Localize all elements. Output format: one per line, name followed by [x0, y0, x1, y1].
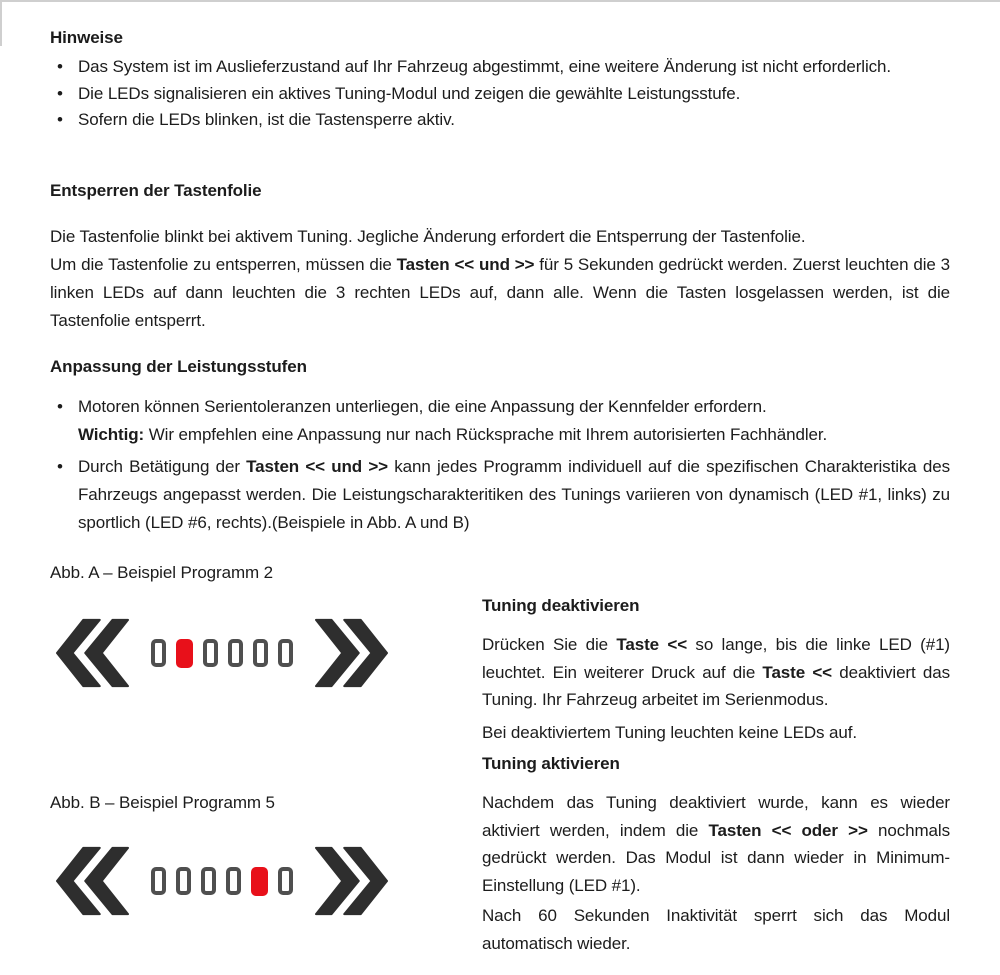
- list-item-text: [78, 393, 950, 449]
- heading-tuning-aktivieren: Tuning aktivieren: [482, 754, 620, 773]
- entsperren-paragraph: [50, 223, 950, 335]
- deactivated-note: Bei deaktiviertem Tuning leuchten keine LEDs auf.: [482, 723, 857, 742]
- heading-entsperren: Entsperren der Tastenfolie: [50, 181, 262, 200]
- text-run-bold: Tasten << oder >>: [708, 820, 868, 840]
- text-run: Durch Betätigung der: [78, 457, 247, 476]
- bullet-glyph: •: [57, 457, 63, 476]
- text-run: Die Tastenfolie blinkt bei aktivem Tuning. Jegliche Änderung erfordert die Entsperrung der Tastenfolie.: [50, 227, 806, 246]
- text-run: für 5 Sekunden gedrückt werden. Zuerst leuchten die 3 linken LEDs auf dann leuchten die 3 rechten LEDs auf, dann alle. Wenn die Tasten losgelassen werden, ist die Tastenfolie entsperrt.: [50, 255, 950, 330]
- text-run-bold: Taste <<: [762, 662, 832, 682]
- figure-b-label: Abb. B – Beispiel Programm 5: [50, 793, 275, 812]
- heading-hinweise: Hinweise: [50, 28, 123, 47]
- tuning-deaktivieren-paragraph: [482, 631, 950, 714]
- bullet-glyph: •: [57, 397, 63, 416]
- double-chevron-right-icon: [315, 618, 388, 688]
- text-run-bold: Wichtig:: [78, 425, 145, 444]
- text-run: nochmals gedrückt werden. Das Modul ist dann wieder in Minimum-Einstellung (LED #1).: [482, 820, 950, 895]
- text-run: Drücken Sie die: [482, 635, 617, 654]
- hinweise-list: [50, 54, 950, 134]
- list-item: [50, 107, 950, 134]
- led-indicator-active: [251, 867, 268, 896]
- figure-a-label: Abb. A – Beispiel Programm 2: [50, 563, 274, 582]
- list-item-text: Die LEDs signalisieren ein aktives Tuning-Modul und zeigen die gewählte Leistungsstufe.: [78, 83, 741, 103]
- list-item-text: Sofern die LEDs blinken, ist die Tastensperre aktiv.: [78, 110, 455, 129]
- tuning-aktivieren-paragraph: [482, 789, 950, 899]
- led-indicator: [228, 639, 243, 667]
- figure-a-graphic: [56, 618, 396, 688]
- text-run: Wir empfehlen eine Anpassung nur nach Rücksprache mit Ihrem autorisierten Fachhändler.: [144, 425, 828, 444]
- text-run: kann jedes Programm individuell auf die spezifischen Charakteristika des Fahrzeugs angepasst werden. Die Leistungscharakteritiken des Tunings variieren von dynamisch (LED #1, links) zu sportlich (LED #6, rechts).(Beispiele in Abb. A und B): [78, 457, 950, 532]
- list-item: [50, 81, 950, 108]
- anpassung-item-2: [50, 453, 950, 537]
- bullet-glyph: •: [57, 83, 63, 103]
- heading-tuning-deaktivieren: Tuning deaktivieren: [482, 596, 640, 615]
- list-item: [50, 54, 950, 81]
- led-indicator: [201, 867, 216, 895]
- led-indicator: [203, 639, 218, 667]
- bullet-glyph: •: [57, 57, 63, 76]
- list-item-text: [78, 453, 950, 537]
- double-chevron-right-icon: [315, 846, 388, 916]
- bullet-glyph: •: [57, 110, 63, 129]
- text-run: deaktiviert das Tuning. Ihr Fahrzeug arbeitet im Serienmodus.: [482, 662, 950, 709]
- text-run: so lange, bis die linke LED (#1) leuchtet. Ein weiterer Druck auf die: [482, 635, 950, 682]
- led-indicator-active: [176, 639, 193, 668]
- led-indicator: [278, 867, 293, 895]
- anpassung-item-1: [50, 393, 950, 449]
- timeout-note: Nach 60 Sekunden Inaktivität sperrt sich das Modul automatisch wieder.: [482, 906, 950, 953]
- figure-b-graphic: [56, 846, 396, 916]
- list-item-text: Das System ist im Auslieferzustand auf Ihr Fahrzeug abgestimmt, eine weitere Änderung ist nicht erforderlich.: [78, 57, 892, 76]
- led-indicator: [253, 639, 268, 667]
- led-row: [151, 867, 293, 896]
- double-chevron-left-icon: [56, 846, 129, 916]
- led-indicator: [151, 867, 166, 895]
- led-indicator: [151, 639, 166, 667]
- text-run: Um die Tastenfolie zu entsperren, müssen die: [50, 255, 397, 274]
- led-row: [151, 639, 293, 668]
- text-run-bold: Tasten << und >>: [246, 457, 388, 476]
- led-indicator: [226, 867, 241, 895]
- text-run-bold: Taste <<: [616, 635, 688, 654]
- led-indicator: [278, 639, 293, 667]
- text-run: Motoren können Serientoleranzen unterliegen, die eine Anpassung der Kennfelder erfordern.: [78, 397, 767, 416]
- text-run: Nachdem das Tuning deaktiviert wurde, kann es wieder aktiviert werden, indem die: [482, 793, 950, 840]
- text-run-bold: Tasten << und >>: [396, 255, 535, 274]
- page-edge-top: [0, 0, 1000, 2]
- led-indicator: [176, 867, 191, 895]
- page-edge-left: [0, 0, 2, 46]
- double-chevron-left-icon: [56, 618, 129, 688]
- heading-anpassung: Anpassung der Leistungsstufen: [50, 357, 307, 376]
